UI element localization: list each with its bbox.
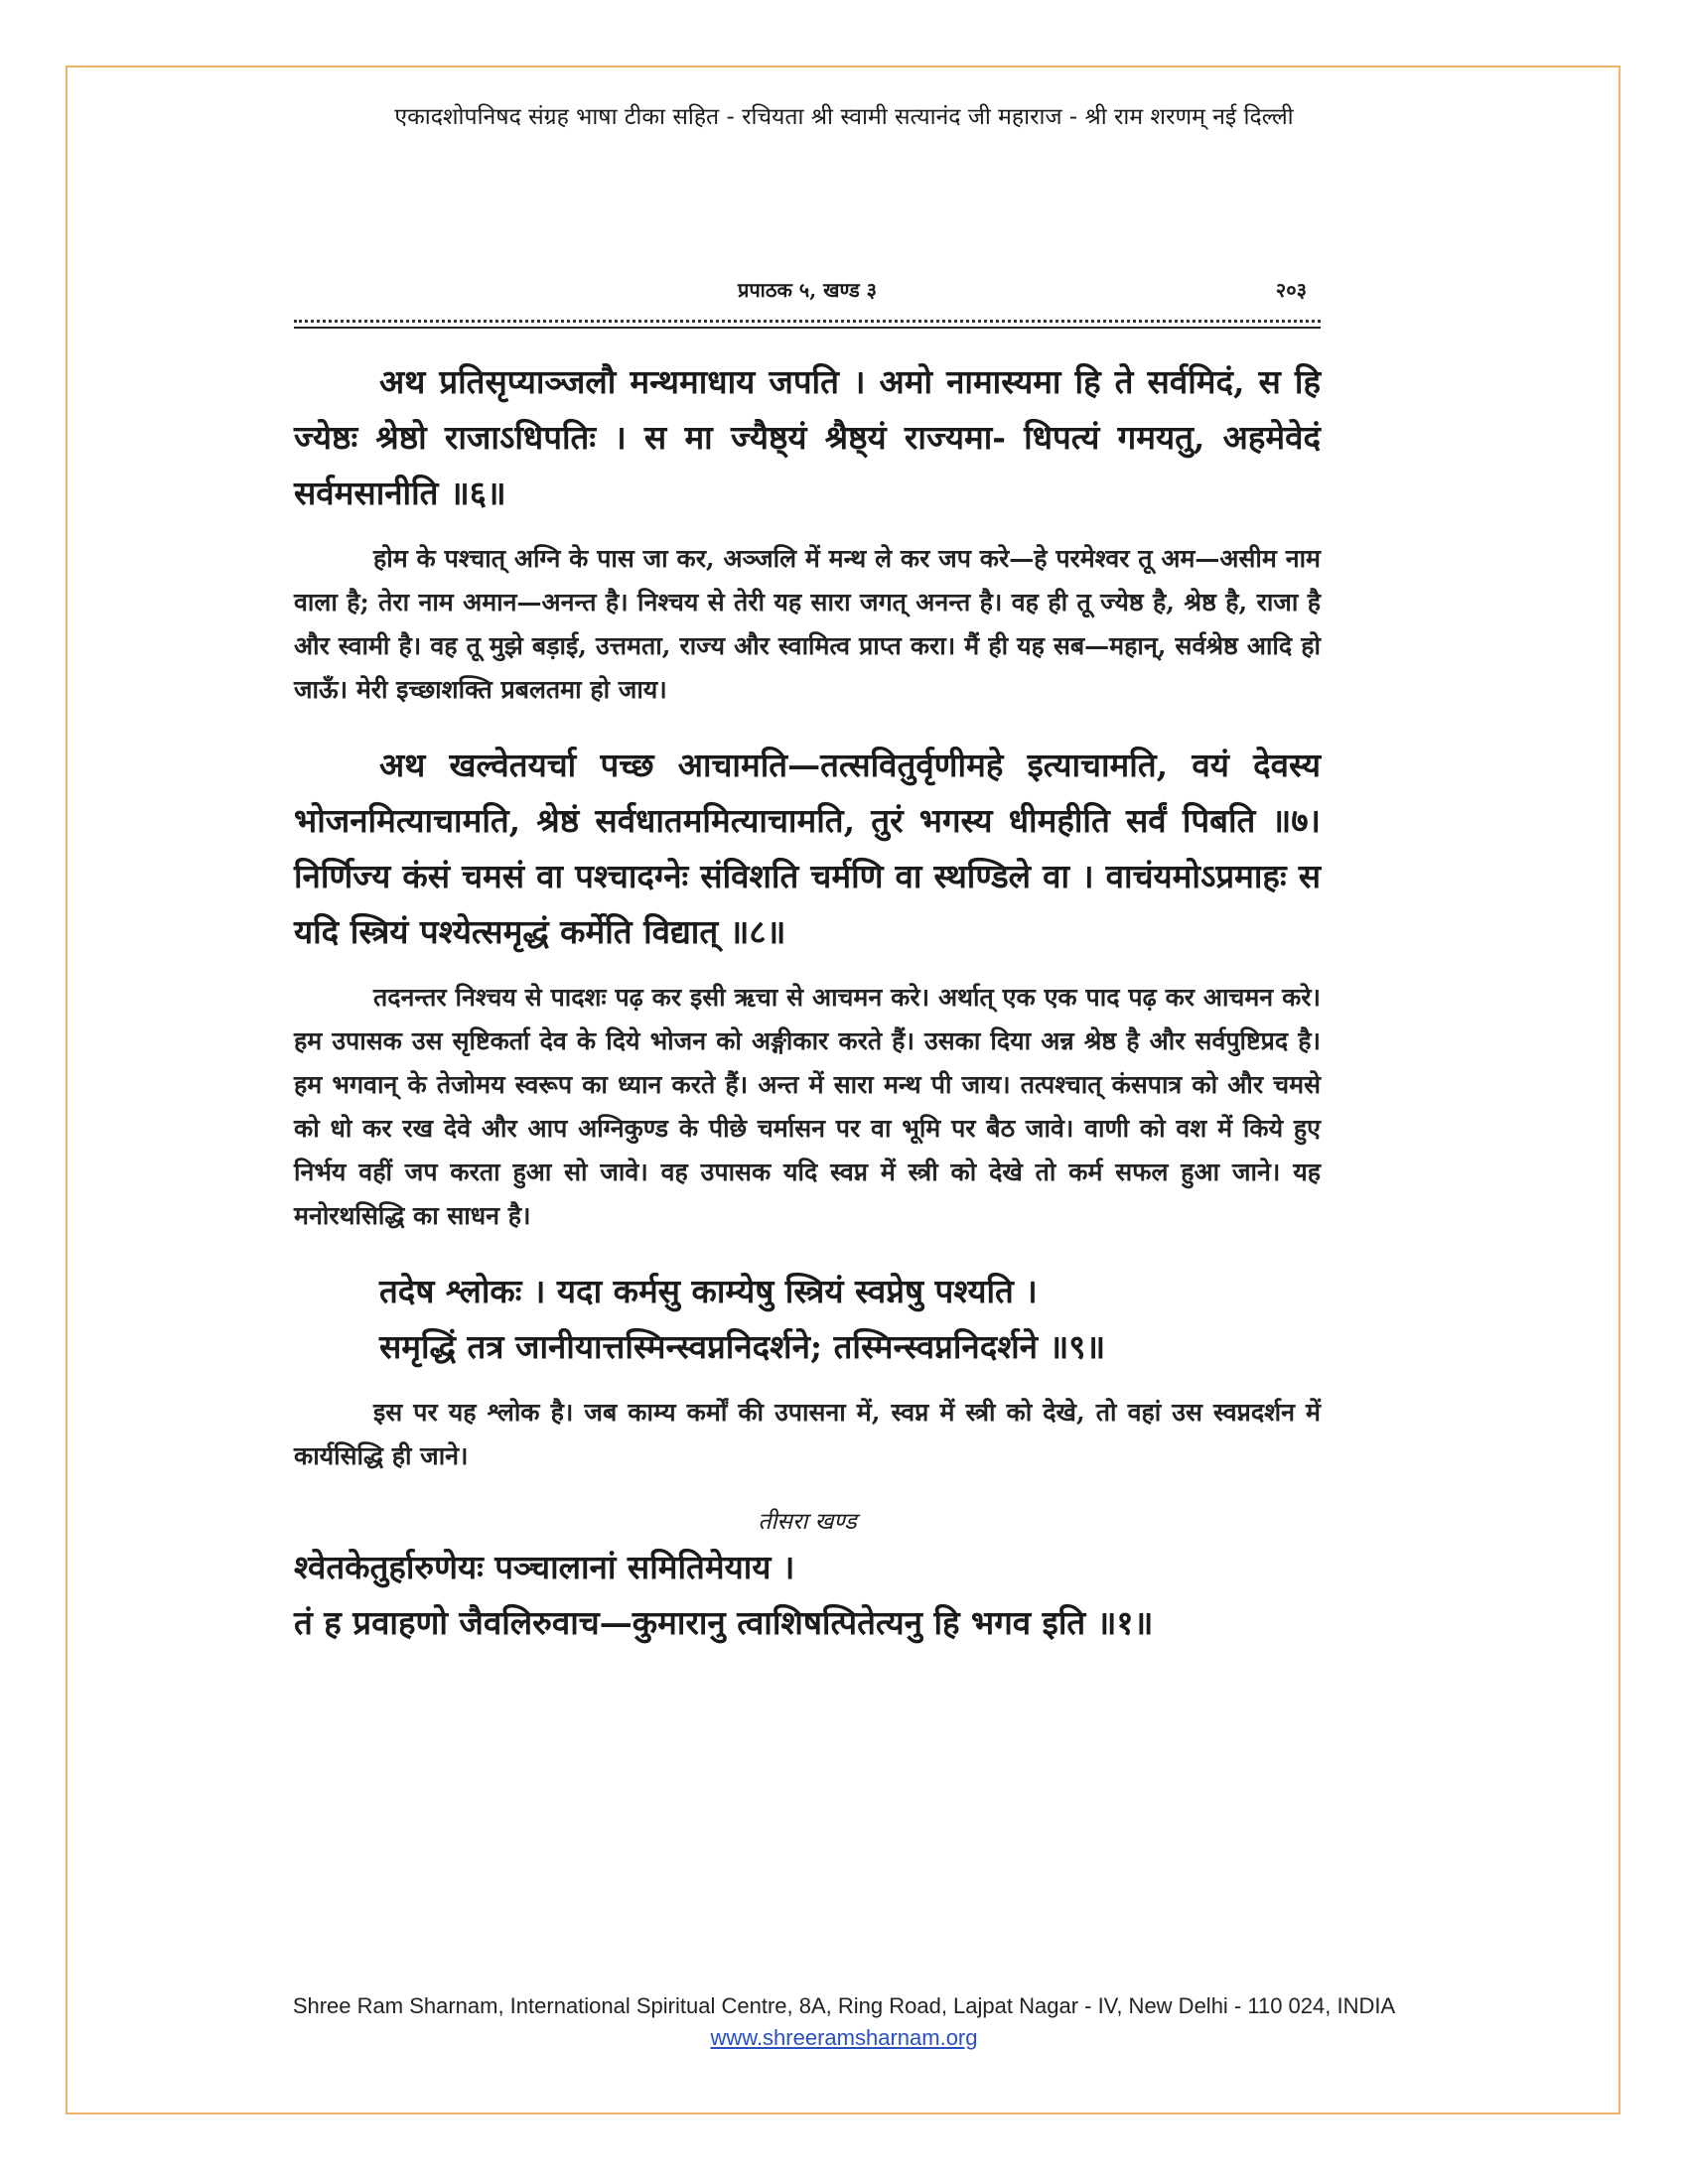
section-label: प्रपाठक ५, खण्ड ३ — [737, 278, 878, 302]
verse-line: विद्यात् ॥८॥ — [643, 912, 786, 951]
scanned-page — [294, 268, 1321, 1946]
verse-line: तदेष श्लोकः । यदा कर्मसु काम्येषु स्त्रियं स्वप्नेषु पश्यति । — [379, 1272, 1038, 1310]
sanskrit-verse-1 — [294, 1540, 1321, 1651]
hindi-commentary-6: होम के पश्चात् अग्नि के पास जा कर, अञ्जलि में मन्थ ले कर जप करे—हे परमेश्वर तू अम—असीम नाम वाला है; तेरा नाम अमान—अनन्त है। निश्चय से तेरी यह सारा जगत् अनन्त है। वह ही तू ज्येष्ठ है, श्रेष्ठ है, राजा है और स्वामी है। वह तू मुझे बड़ाई, उत्तमता, राज्य और स्वामित्व प्राप्त करा। मैं ही यह सब—महान्, सर्वश्रेष्ठ आदि हो जाऊँ। मेरी इच्छाशक्ति प्रबलतमा हो जाय। — [294, 544, 1321, 704]
sanskrit-verse-7-8 — [294, 738, 1321, 960]
website-link[interactable]: www.shreeramsharnam.org — [710, 2025, 978, 2050]
verse-line: सर्वमिदं, स हि ज्येष्ठः श्रेष्ठो राजाऽधिपतिः । स मा ज्यैष्ठ्यं श्रैष्ठ्यं राज्यमा- — [294, 362, 1321, 457]
footer-address: Shree Ram Sharnam, International Spiritual Centre, 8A, Ring Road, Lajpat Nagar - IV, New Delhi - 110 024, INDIA — [292, 1993, 1396, 2018]
sanskrit-verse-9 — [294, 1264, 1321, 1375]
solid-rule — [294, 327, 1321, 329]
running-head — [294, 268, 1321, 312]
verse-line: देवस्य भोजनमित्याचामति, श्रेष्ठं सर्वधातममित्याचामति, तुरं भगस्य — [294, 746, 1322, 840]
verse-line: अथ खल्वेतयर्चा पच्छ आचामति—तत्सवितुर्वृणीमहे इत्याचामति, वयं — [379, 746, 1229, 784]
hindi-commentary-9: इस पर यह श्लोक है। जब काम्य कर्मों की उपासना में, स्वप्न में स्त्री को देखे, तो वहां उस स्वप्नदर्शन में कार्यसिद्धि ही जाने। — [294, 1398, 1321, 1470]
page-footer — [0, 1993, 1688, 2051]
verse-line: तं ह प्रवाहणो जैवलिरुवाच—कुमारानु त्वाशिषत्पितेत्यनु हि भगव इति ॥१॥ — [294, 1603, 1154, 1642]
verse-line: धिपत्यं गमयतु, अहमेवेदं सर्वमसानीति ॥६॥ — [294, 418, 1321, 512]
section-heading: तीसरा खण्ड — [758, 1509, 857, 1535]
hindi-commentary-7-8: तदनन्तर निश्चय से पादशः पढ़ कर इसी ऋचा से आचमन करे। अर्थात् एक एक पाद पढ़ कर आचमन करे। हम उपासक उस सृष्टिकर्ता देव के दिये भोजन को अङ्गीकार करते हैं। उसका दिया अन्न श्रेष्ठ है और सर्वपुष्टिप्रद है। हम भगवान् के तेजोमय स्वरूप का ध्यान करते हैं। अन्त में सारा मन्थ पी जाय। तत्पश्चात् कंसपात्र को और चमसे को धो कर रख देवे और आप अग्निकुण्ड के पीछे चर्मासन पर वा भूमि पर बैठ जावे। वाणी को वश में किये हुए निर्भय वहीं जप करता हुआ सो जावे। वह उपासक यदि स्वप्न में स्त्री को देखे तो कर्म सफल हुआ जाने। यह मनोरथसिद्धि का साधन है। — [294, 983, 1321, 1230]
verse-line: समृद्धिं तत्र जानीयात्तस्मिन्स्वप्ननिदर्शने; तस्मिन्स्वप्ननिदर्शने ॥९॥ — [379, 1327, 1106, 1366]
dotted-rule — [294, 320, 1321, 323]
verse-line: अथ प्रतिसृप्याञ्जलौ मन्थमाधाय जपति । अमो नामास्यमा हि ते — [379, 362, 1134, 401]
verse-line: चर्मणि वा स्थण्डिले वा । वाचंयमोऽप्रमाहः स यदि स्त्रियं पश्येत्समृद्धं कर्मेति — [294, 857, 1321, 951]
verse-line: श्वेतकेतुर्हारुणेयः पञ्चालानां समितिमेयाय । — [294, 1548, 795, 1586]
page-header: एकादशोपनिषद संग्रह भाषा टीका सहित - रचियता श्री स्वामी सत्यानंद जी महाराज - श्री राम शरणम् नई दिल्ली — [394, 104, 1294, 130]
page-number: २०३ — [1275, 278, 1307, 302]
sanskrit-verse-6 — [294, 354, 1321, 521]
verse-line: धीमहीति सर्वं पिबति ॥७। निर्णिज्य कंसं चमसं वा पश्चादग्नेः संविशति — [294, 801, 1321, 895]
